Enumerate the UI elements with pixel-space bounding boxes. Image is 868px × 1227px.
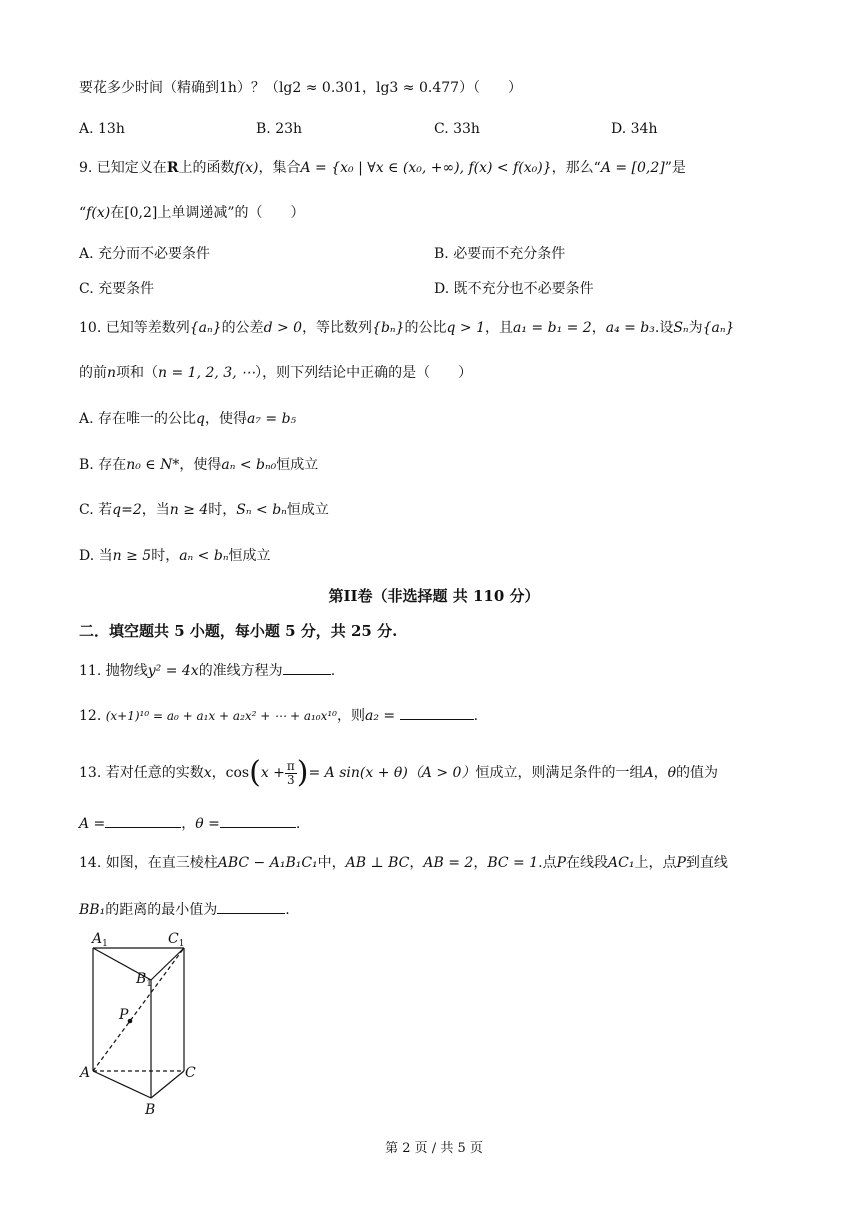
q10-optD-a: D. 当 bbox=[79, 548, 113, 564]
q13-right-paren: ) bbox=[296, 755, 309, 790]
q14-bc: BC = 1 bbox=[487, 855, 539, 871]
q13-l2-A: A = bbox=[79, 816, 106, 832]
q9-option-c: C. 充要条件 bbox=[79, 281, 155, 297]
q14-g: 上，点 bbox=[634, 855, 677, 871]
q10-optA-eq: a₇ = b₅ bbox=[246, 411, 297, 427]
q8-unit: 1h bbox=[219, 80, 237, 96]
q10-l1: 10. 已知等差数列 bbox=[79, 320, 190, 336]
label-b: B bbox=[145, 1102, 156, 1118]
q14-l2-end: . bbox=[285, 902, 290, 918]
q10-l2b: 项和（ bbox=[116, 365, 159, 381]
q9-stem-line2 bbox=[79, 203, 305, 223]
q8-option-b: B. 23h bbox=[256, 121, 303, 137]
q9-set: A = {x₀ | ∀x ∈ (x₀, +∞), f(x) < f(x₀)} bbox=[300, 160, 552, 176]
q13-stem bbox=[79, 749, 718, 797]
label-a1: $A_1$ bbox=[92, 931, 108, 949]
q11-end: . bbox=[330, 663, 336, 679]
q10-option-c bbox=[79, 500, 329, 520]
q10-q: q > 1 bbox=[446, 320, 486, 336]
q14-answer-blank[interactable] bbox=[217, 899, 285, 914]
q14-c: ， bbox=[409, 855, 424, 871]
q10-an: {aₙ} bbox=[189, 320, 222, 336]
q8-log-values: lg2 ≈ 0.301，lg3 ≈ 0.477 bbox=[278, 80, 460, 96]
q13-cos: cos bbox=[225, 765, 250, 781]
q10-optD-c: 恒成立 bbox=[228, 548, 271, 564]
q10-option-d bbox=[79, 546, 271, 566]
q14-perp: AB ⊥ BC bbox=[345, 855, 410, 871]
q14-h: 到直线 bbox=[685, 855, 728, 871]
q13-fraction bbox=[285, 760, 297, 787]
q13-theta-blank[interactable] bbox=[220, 813, 296, 828]
q10-nvals: n = 1, 2, 3, ⋯ bbox=[158, 365, 256, 381]
label-b1: $B_1$ bbox=[136, 971, 153, 989]
edge-bc bbox=[151, 1071, 184, 1098]
q13-xplus: x + bbox=[260, 765, 285, 781]
q14-ab: AB = 2 bbox=[423, 855, 474, 871]
q14-P: P bbox=[556, 855, 567, 871]
q13-a: 13. 若对任意的实数 bbox=[79, 765, 204, 781]
label-a: A bbox=[80, 1065, 91, 1081]
q10-Sn: Sₙ bbox=[673, 320, 689, 336]
q10-t6: .设 bbox=[654, 320, 674, 336]
q10-optC-eq: Sₙ < bₙ bbox=[236, 502, 287, 518]
q9-stem-line1 bbox=[79, 158, 686, 178]
q13-pi: π bbox=[286, 758, 295, 773]
q9-mid: 上的函数 bbox=[178, 160, 235, 176]
q11-eq: y² = 4x bbox=[147, 663, 199, 679]
q8-option-d: D. 34h bbox=[611, 121, 658, 137]
edge-b1c1 bbox=[151, 948, 184, 980]
q9-then: ，那么“ bbox=[551, 160, 601, 176]
q9-set-text: ，集合 bbox=[258, 160, 301, 176]
q12-end: . bbox=[473, 708, 479, 724]
q13-l2-end: . bbox=[295, 816, 301, 832]
q10-t2: ，等比数列 bbox=[302, 320, 373, 336]
q9-f: f(x) bbox=[234, 160, 259, 176]
q12-eq: (x+1)¹⁰ = a₀ + a₁x + a₂x² + ⋯ + a₁₀x¹⁰ bbox=[105, 709, 337, 723]
q13-x: x bbox=[203, 765, 212, 781]
q10-optA-b: ，使得 bbox=[204, 411, 247, 427]
q14-bb1: BB₁ bbox=[79, 902, 106, 918]
q13-b: ， bbox=[211, 765, 226, 781]
page-footer: 第 2 页 / 共 5 页 bbox=[385, 1141, 483, 1156]
q12-b: ，则 bbox=[336, 708, 365, 724]
q13-cond: （A > 0） bbox=[407, 765, 476, 781]
q10-optA-q: q bbox=[196, 411, 205, 427]
q10-optB-eq2: aₙ < bₙ₀ bbox=[221, 457, 277, 473]
q13-rhs: = A sin(x + θ) bbox=[308, 765, 408, 781]
label-c: C bbox=[185, 1065, 196, 1081]
q14-ac1: AC₁ bbox=[608, 855, 635, 871]
q13-answer-line bbox=[79, 813, 300, 834]
q13-d: ， bbox=[653, 765, 668, 781]
q9-l2f: f(x) bbox=[86, 205, 111, 221]
q10-optD-b: 时， bbox=[151, 548, 180, 564]
q13-c: 恒成立，则满足条件的一组 bbox=[475, 765, 644, 781]
q13-A: A bbox=[643, 765, 654, 781]
q14-l2a: 的距离的最小值为 bbox=[105, 902, 218, 918]
q9-l2a: “ bbox=[79, 205, 87, 221]
q9-option-a: A. 充分而不必要条件 bbox=[79, 246, 211, 262]
q9-prefix: 9. 已知定义在 bbox=[79, 160, 167, 176]
q10-optB-a: B. 存在 bbox=[79, 457, 127, 473]
section2-title: 第II卷（非选择题 共 110 分） bbox=[328, 587, 540, 605]
q13-three: 3 bbox=[287, 772, 295, 787]
q14-a: 14. 如图，在直三棱柱 bbox=[79, 855, 218, 871]
q10-optD-eq: aₙ < bₙ bbox=[179, 548, 229, 564]
q8-option-a: A. 13h bbox=[79, 121, 125, 137]
q10-an2: {aₙ} bbox=[702, 320, 735, 336]
q10-eq1: a₁ = b₁ = 2 bbox=[513, 320, 592, 336]
q10-option-b bbox=[79, 455, 318, 475]
q10-optC-n: n ≥ 4 bbox=[169, 502, 209, 518]
q10-stem-line1 bbox=[79, 318, 734, 338]
q8-end: ）（ ） bbox=[459, 80, 523, 96]
q13-e: 的值为 bbox=[676, 765, 719, 781]
q13-l2-theta: θ = bbox=[195, 816, 220, 832]
q9-option-b: B. 必要而不充分条件 bbox=[434, 246, 566, 262]
q8-option-c: C. 33h bbox=[434, 121, 480, 137]
q9-l2int: [0,2] bbox=[124, 205, 158, 221]
q10-optB-b: ，使得 bbox=[179, 457, 222, 473]
q10-optC-d: 恒成立 bbox=[286, 502, 329, 518]
q10-bn: {bₙ} bbox=[372, 320, 405, 336]
q13-A-blank[interactable] bbox=[105, 813, 181, 828]
q10-optB-c: 恒成立 bbox=[276, 457, 319, 473]
q8-text2: ）？（ bbox=[236, 80, 279, 96]
q10-n: n bbox=[107, 365, 117, 381]
q9-l2c: 上单调递减”的（ ） bbox=[157, 205, 305, 221]
prism-figure bbox=[78, 925, 208, 1120]
q10-t3: 的公比 bbox=[404, 320, 447, 336]
q9-option-d: D. 既不充分也不必要条件 bbox=[434, 281, 594, 297]
part2-heading: 二．填空题共 5 小题，每小题 5 分，共 25 分. bbox=[79, 622, 398, 640]
q13-l2-sep: ， bbox=[181, 816, 196, 832]
q10-optB-eq: n₀ ∈ N* bbox=[126, 457, 180, 473]
q12 bbox=[79, 705, 478, 726]
q10-eq2: a₄ = b₃ bbox=[605, 320, 655, 336]
q11-a: 11. 抛物线 bbox=[79, 663, 148, 679]
q9-is: ”是 bbox=[664, 160, 686, 176]
segment-ac1 bbox=[93, 948, 184, 1071]
q13-theta: θ bbox=[667, 765, 677, 781]
q9-cond: A = [0,2] bbox=[600, 160, 665, 176]
q10-t5: ， bbox=[591, 320, 606, 336]
edge-ab bbox=[93, 1071, 151, 1098]
q14-f: 在线段 bbox=[566, 855, 609, 871]
label-c1: $C_1$ bbox=[168, 931, 185, 949]
q14-stem-line2 bbox=[79, 899, 290, 920]
q9-R: R bbox=[166, 160, 179, 176]
q14-d: ， bbox=[473, 855, 488, 871]
q12-a: 12. bbox=[79, 708, 102, 724]
q10-d: d > 0 bbox=[263, 320, 303, 336]
q10-t1: 的公差 bbox=[221, 320, 264, 336]
q10-optC-b: ，当 bbox=[141, 502, 170, 518]
q9-l2b: 在 bbox=[110, 205, 125, 221]
q12-answer-blank[interactable] bbox=[400, 705, 474, 720]
q10-optD-n: n ≥ 5 bbox=[112, 548, 152, 564]
q10-optC-q: q=2 bbox=[112, 502, 142, 518]
q14-prism: ABC − A₁B₁C₁ bbox=[217, 855, 318, 871]
q10-optC-c: 时， bbox=[208, 502, 237, 518]
q10-l2c: ），则下列结论中正确的是（ ） bbox=[255, 365, 473, 381]
q10-t7: 为 bbox=[688, 320, 703, 336]
q14-b: 中， bbox=[317, 855, 346, 871]
q12-a2: a₂ = bbox=[364, 708, 396, 724]
q8-text: 要花多少时间（精确到 bbox=[79, 80, 219, 96]
q10-optC-a: C. 若 bbox=[79, 502, 113, 518]
label-p: P bbox=[119, 1007, 129, 1023]
q11-answer-blank[interactable] bbox=[283, 660, 331, 675]
q14-e: .点 bbox=[538, 855, 557, 871]
q14-stem-line1 bbox=[79, 853, 728, 873]
q10-option-a bbox=[79, 409, 296, 429]
q10-optA-a: A. 存在唯一的公比 bbox=[79, 411, 197, 427]
q14-P2: P bbox=[676, 855, 686, 871]
q10-l2a: 的前 bbox=[79, 365, 107, 381]
q10-t4: ，且 bbox=[485, 320, 514, 336]
q13-left-paren: ( bbox=[249, 755, 261, 790]
q10-stem-line2 bbox=[79, 363, 472, 383]
q11 bbox=[79, 660, 335, 681]
q8-tail bbox=[79, 78, 522, 98]
q11-b: 的准线方程为 bbox=[198, 663, 283, 679]
